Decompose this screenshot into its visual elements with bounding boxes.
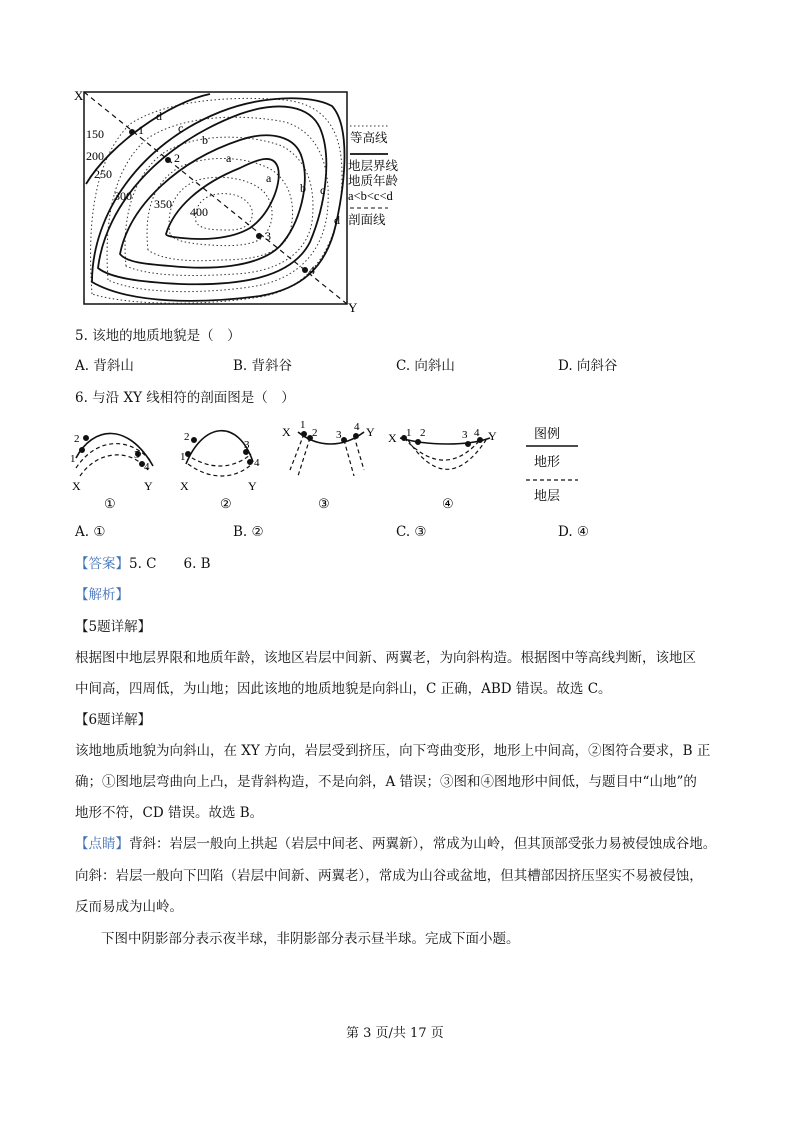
age-label: c	[320, 183, 326, 197]
d6-label: 【6题详解】	[75, 712, 152, 728]
strata-boundary-b	[120, 135, 305, 267]
age-label: a	[266, 171, 272, 185]
svg-text:X: X	[72, 479, 81, 493]
section-diagram-4	[400, 436, 490, 470]
svg-text:地形: 地形	[534, 454, 561, 469]
point-label-4: 4	[309, 263, 315, 277]
q5-option-b[interactable]: B. 背斜谷	[233, 358, 293, 374]
page-footer: 第 3 页/共 17 页	[346, 1026, 444, 1041]
svg-text:地层: 地层	[534, 488, 561, 503]
svg-text:Y: Y	[144, 479, 153, 493]
d6-line-2: 确；①图地层弯曲向上凸，是背斜构造，不是向斜，A 错误；③图和④图地形中间低，与题目中“山地”的	[75, 774, 697, 790]
q6-stem: 6. 与沿 XY 线相符的剖面图是（ ）	[75, 390, 295, 406]
svg-text:3: 3	[134, 449, 140, 461]
diagram-number-1: ①	[104, 496, 116, 511]
q5-option-a[interactable]: A. 背斜山	[75, 358, 134, 374]
section-point-4	[302, 267, 308, 273]
q6-option-c[interactable]: C. ③	[396, 524, 427, 540]
q5-option-c[interactable]: C. 向斜山	[396, 358, 455, 374]
tip-label: 【点睛】	[75, 836, 129, 852]
contour-label: 400	[190, 205, 208, 219]
contour-label: 300	[114, 189, 132, 203]
map-legend	[348, 126, 399, 227]
age-label: b	[300, 181, 306, 195]
section-diagram-3	[290, 432, 364, 477]
svg-text:X: X	[388, 431, 397, 445]
svg-text:4: 4	[354, 421, 360, 433]
svg-text:2: 2	[74, 433, 80, 445]
svg-text:图例: 图例	[534, 426, 561, 441]
section-point-2	[165, 157, 171, 163]
contour-label: 350	[154, 197, 172, 211]
svg-text:Y: Y	[488, 429, 497, 443]
q6-option-d[interactable]: D. ④	[558, 524, 590, 540]
d6-line-3: 地形不符，CD 错误。故选 B。	[75, 805, 264, 821]
svg-text:X: X	[180, 479, 189, 493]
answer-value: 5. C 6. B	[129, 556, 211, 572]
age-label: b	[202, 133, 208, 147]
section-diagram-1	[76, 433, 153, 476]
point-label-1: 1	[138, 123, 144, 137]
svg-text:1: 1	[180, 451, 186, 463]
svg-text:Y: Y	[248, 479, 257, 493]
d5-line-2: 中间高，四周低，为山地；因此该地的地质地貌是向斜山，C 正确，ABD 错误。故选 C。	[75, 681, 612, 697]
svg-text:3: 3	[336, 429, 342, 441]
answer-label: 【答案】	[75, 556, 129, 572]
contour-line	[107, 117, 328, 291]
tip-line-3: 反而易成为山岭。	[75, 899, 183, 915]
svg-text:2: 2	[312, 427, 318, 439]
tip-line-1	[75, 834, 716, 854]
svg-text:等高线: 等高线	[350, 131, 388, 145]
point-label-3: 3	[265, 229, 271, 243]
q6-option-b[interactable]: B. ②	[233, 524, 264, 540]
age-label: a	[226, 151, 232, 165]
next-intro: 下图中阴影部分表示夜半球，非阴影部分表示昼半球。完成下面小题。	[101, 931, 520, 947]
q5-option-d[interactable]: D. 向斜谷	[558, 358, 618, 374]
svg-text:2: 2	[184, 431, 190, 443]
svg-text:4: 4	[474, 427, 480, 439]
q6-option-a[interactable]: A. ①	[75, 524, 106, 540]
y-label: Y	[348, 300, 358, 315]
svg-text:1: 1	[406, 427, 412, 439]
section-diagrams	[68, 418, 608, 518]
analysis-label: 【解析】	[75, 587, 129, 603]
svg-text:3: 3	[244, 439, 250, 451]
contour-label: 250	[94, 167, 112, 181]
strata-boundary-a	[166, 159, 279, 239]
diagram-number-4: ④	[442, 496, 454, 511]
q5-stem: 5. 该地的地质地貌是（ ）	[75, 328, 241, 344]
d5-label: 【5题详解】	[75, 619, 152, 635]
age-label: c	[178, 121, 184, 135]
svg-text:4: 4	[254, 457, 260, 469]
svg-text:X: X	[282, 425, 291, 439]
section-point-1	[129, 129, 135, 135]
d6-line-1: 该地地质地貌为向斜山，在 XY 方向，岩层受到挤压，向下弯曲变形，地形上中间高，②图符合要求，B 正	[75, 743, 711, 759]
svg-text:a<b<c<d: a<b<c<d	[348, 189, 393, 203]
age-label: d	[156, 109, 162, 123]
diagram-number-2: ②	[220, 496, 232, 511]
svg-text:2: 2	[420, 427, 426, 439]
diagram-number-3: ③	[318, 496, 330, 511]
x-label: X	[74, 88, 84, 103]
contour-label: 150	[86, 127, 104, 141]
svg-text:4: 4	[144, 461, 150, 473]
age-label: d	[334, 213, 340, 227]
tip-line-2: 向斜：岩层一般向下凹陷（岩层中间新、两翼老），常成为山谷或盆地，但其槽部因挤压坚实不易被侵蚀，	[75, 868, 703, 884]
section-diagram-2	[186, 431, 254, 476]
svg-text:1: 1	[70, 453, 76, 465]
answer-line	[75, 554, 211, 574]
section-legend	[526, 426, 578, 503]
svg-text:1: 1	[300, 419, 306, 431]
d5-line-1: 根据图中地层界限和地质年龄，该地区岩层中间新、两翼老，为向斜构造。根据图中等高线判断，该地区	[75, 650, 696, 666]
svg-text:剖面线: 剖面线	[348, 213, 386, 227]
section-point-3	[256, 233, 262, 239]
svg-text:地质年龄: 地质年龄	[348, 174, 399, 188]
tip-text-1: 背斜：岩层一般向上拱起（岩层中间老、两翼新），常成为山岭，但其顶部受张力易被侵蚀成谷地。	[129, 836, 717, 852]
svg-text:Y: Y	[366, 425, 375, 439]
svg-text:3: 3	[462, 429, 468, 441]
svg-text:地层界线: 地层界线	[348, 159, 399, 173]
contour-label: 200	[86, 149, 104, 163]
point-label-2: 2	[174, 151, 180, 165]
geology-contour-map	[70, 84, 425, 316]
